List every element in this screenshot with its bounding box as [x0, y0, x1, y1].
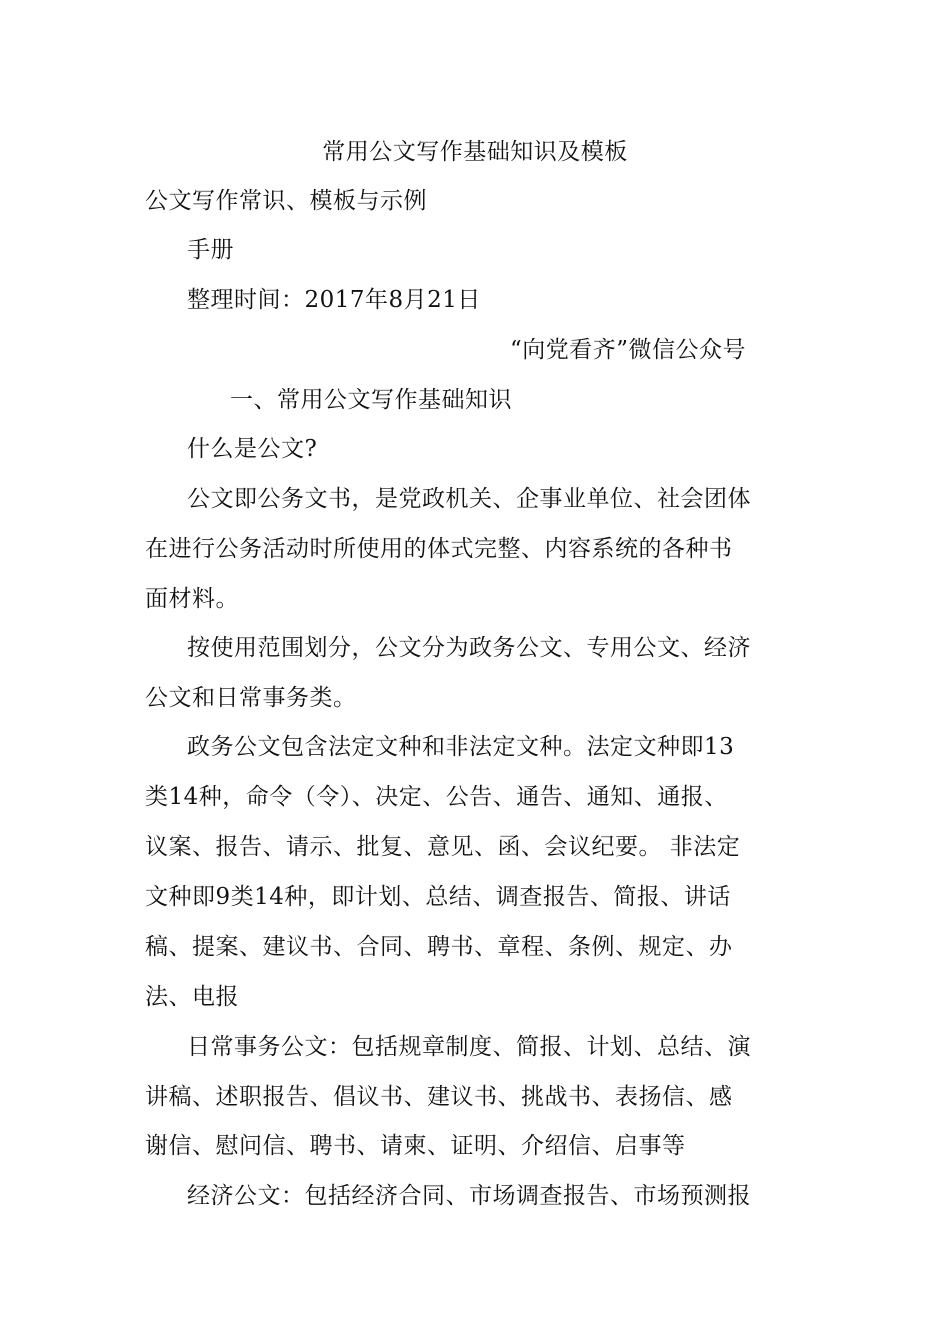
question-line: 什么是公文?	[187, 436, 318, 462]
body-line: 在进行公务活动时所使用的体式完整、内容系统的各种书	[145, 536, 733, 562]
body-line: 讲稿、述职报告、倡议书、建议书、挑战书、表扬信、感	[145, 1084, 733, 1110]
section-heading: 一、常用公文写作基础知识	[230, 387, 512, 413]
body-line: 谢信、慰问信、聘书、请柬、证明、介绍信、启事等	[145, 1133, 686, 1159]
body-line: 议案、报告、请示、批复、意见、函、会议纪要。 非法定	[145, 834, 741, 860]
date-line: 整理时间：2017年8月21日	[187, 287, 481, 313]
body-line: 经济公文：包括经济合同、市场调查报告、市场预测报	[187, 1183, 751, 1209]
body-line: 文种即9类14种，即计划、总结、调查报告、简报、讲话	[145, 884, 731, 910]
body-line: 政务公文包含法定文种和非法定文种。法定文种即13	[187, 734, 735, 760]
body-line: 按使用范围划分，公文分为政务公文、专用公文、经济	[187, 635, 751, 661]
body-line: 公文和日常事务类。	[145, 685, 357, 711]
subtitle-line-continued: 手册	[187, 237, 234, 263]
source-line: “向党看齐”微信公众号	[510, 337, 747, 363]
document-title: 常用公文写作基础知识及模板	[322, 139, 628, 165]
body-line: 类14种，命令（令）、决定、公告、通告、通知、通报、	[145, 784, 728, 810]
body-line: 日常事务公文：包括规章制度、简报、计划、总结、演	[187, 1034, 751, 1060]
body-line: 法、电报	[145, 984, 239, 1010]
body-line: 面材料。	[145, 586, 239, 612]
body-line: 稿、提案、建议书、合同、聘书、章程、条例、规定、办	[145, 934, 733, 960]
body-line: 公文即公务文书，是党政机关、企事业单位、社会团体	[187, 486, 751, 512]
subtitle-line: 公文写作常识、模板与示例	[145, 188, 427, 214]
